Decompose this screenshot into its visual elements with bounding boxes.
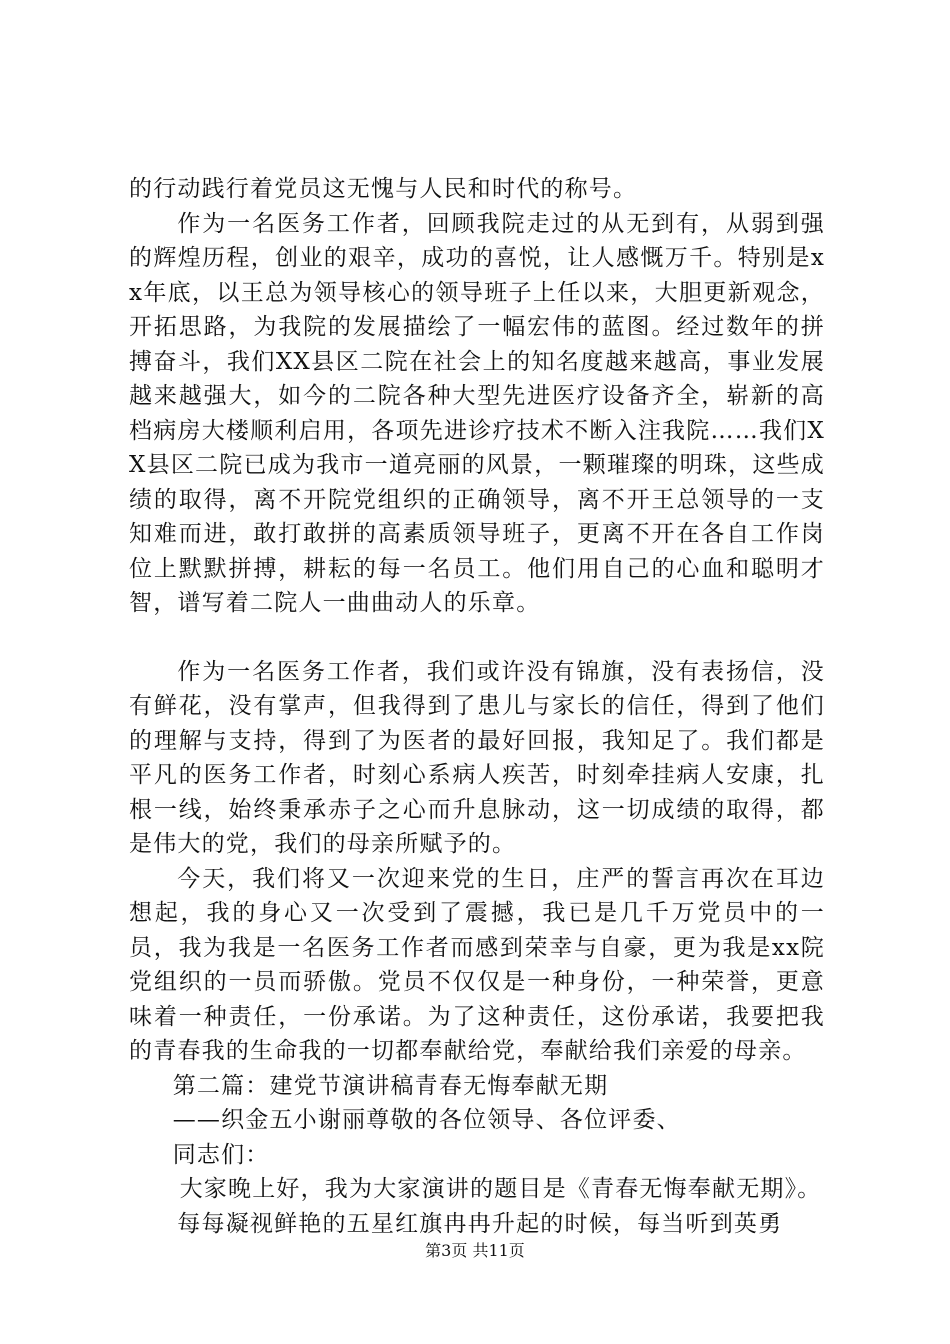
paragraph-party-birthday: 今天，我们将又一次迎来党的生日，庄严的誓言再次在耳边想起，我的身心又一次受到了震撼，我已是几千万党员中的一员，我为我是一名医务工作者而感到荣幸与自豪，更为我是xx院党组织的一员而骄傲。党员不仅仅是一种身份，一种荣誉，更意味着一种责任，一份承诺。为了这种责任，这份承诺，我要把我的青春我的生命我的一切都奉献给党，奉献给我们亲爱的母亲。 bbox=[129, 865, 825, 1064]
speaker-line: ——织金五小谢丽尊敬的各位领导、各位评委、 bbox=[172, 1107, 681, 1133]
speech-intro: 大家晚上好，我为大家演讲的题目是《青春无悔奉献无期》。 bbox=[179, 1176, 822, 1202]
section-heading-second: 第二篇：建党节演讲稿青春无悔奉献无期 bbox=[172, 1072, 609, 1099]
document-body bbox=[129, 172, 825, 1241]
greeting-line: 同志们： bbox=[172, 1141, 270, 1168]
page-number-footer: 第3页 共11页 bbox=[425, 1241, 525, 1260]
speech-body-start: 每每凝视鲜艳的五星红旗冉冉升起的时候，每当听到英勇 bbox=[177, 1210, 783, 1237]
paragraph-hospital-history: 作为一名医务工作者，回顾我院走过的从无到有，从弱到强的辉煌历程，创业的艰辛，成功的喜悦，让人感慨万千。特别是xx年底，以王总为领导核心的领导班子上任以来，大胆更新观念，开拓思路，为我院的发展描绘了一幅宏伟的蓝图。经过数年的拼搏奋斗，我们XX县区二院在社会上的知名度越来越高，事业发展越来越强大，如今的二院各种大型先进医疗设备齐全，崭新的高档病房大楼顺利启用，各项先进诊疗技术不断入注我院……我们XX县区二院已成为我市一道亮丽的风景，一颗璀璨的明珠，这些成绩的取得，离不开院党组织的正确领导，离不开王总领导的一支知难而进，敢打敢拼的高素质领导班子，更离不开在各自工作岗位上默默拼搏，耕耘的每一名员工。他们用自己的心血和聪明才智，谱写着二院人一曲曲动人的乐章。 bbox=[129, 210, 825, 616]
paragraph-gap bbox=[129, 621, 825, 655]
paragraph-medical-worker: 作为一名医务工作者，我们或许没有锦旗，没有表扬信，没有鲜花，没有掌声，但我得到了患儿与家长的信任，得到了他们的理解与支持，得到了为医者的最好回报，我知足了。我们都是平凡的医务工作者，时刻心系病人疾苦，时刻牵挂病人安康，扎根一线，始终秉承赤子之心而升息脉动，这一切成绩的取得，都是伟大的党，我们的母亲所赋予的。 bbox=[129, 658, 825, 857]
paragraph-continuation: 的行动践行着党员这无愧与人民和时代的称号。 bbox=[129, 176, 638, 202]
